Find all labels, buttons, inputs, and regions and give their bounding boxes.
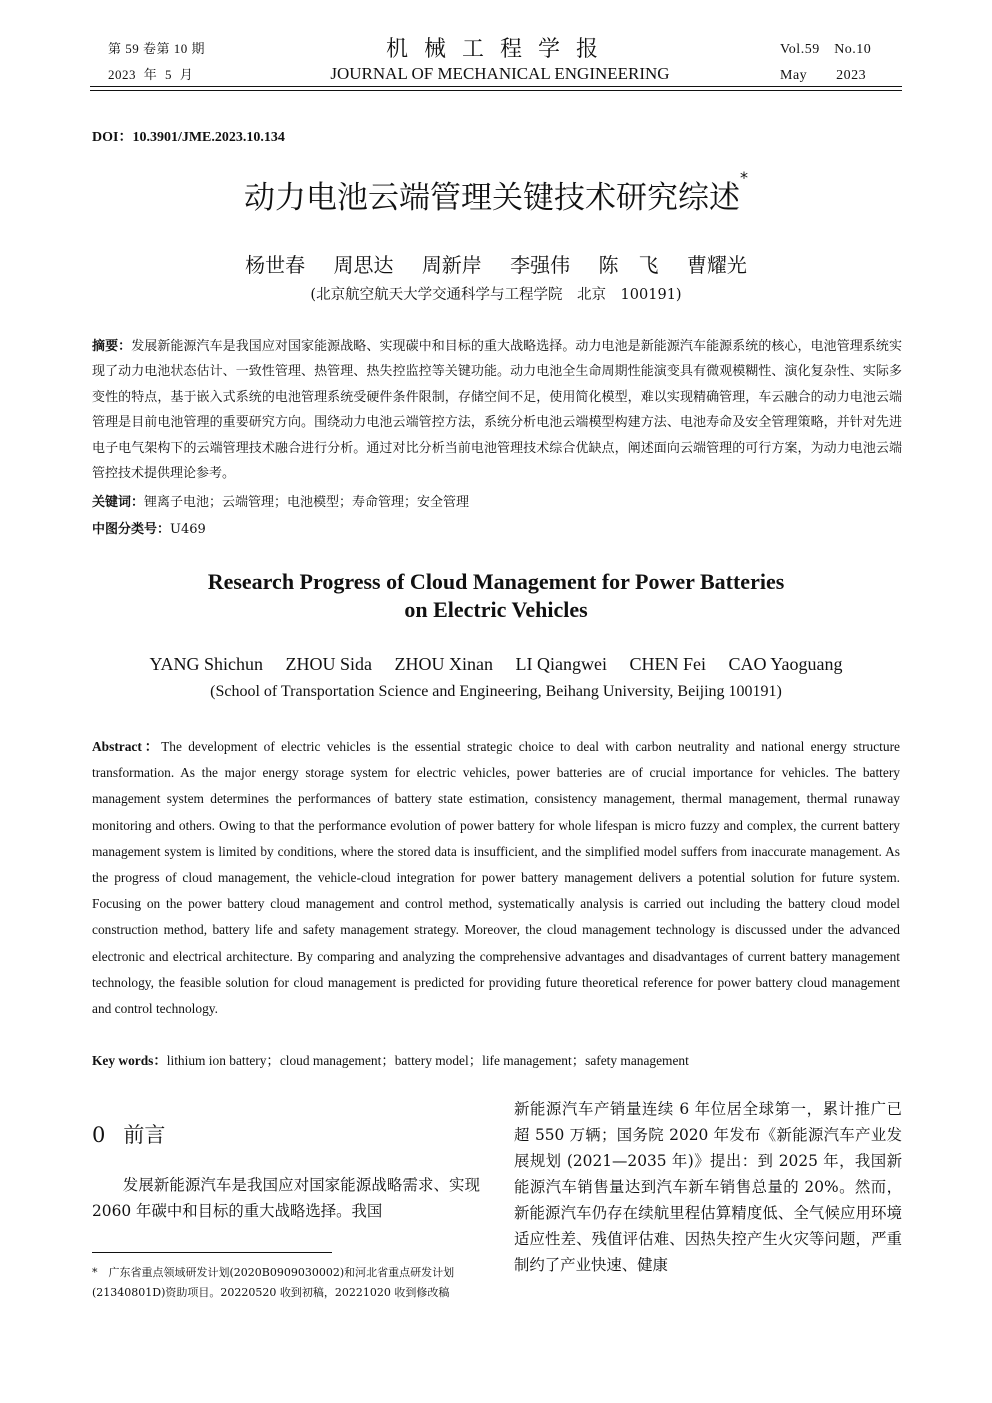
body-text-left: 发展新能源汽车是我国应对国家能源战略需求、实现 2060 年碳中和目标的重大战略选择。我国 <box>92 1176 480 1220</box>
keywords-en-label: Key words： <box>92 1053 167 1068</box>
author-en: ZHOU Sida <box>285 654 373 674</box>
classification-cn <box>92 517 902 542</box>
title-cn-text: 动力电池云端管理关键技术研究综述 <box>244 180 740 216</box>
affiliation-cn: (北京航空航天大学交通科学与工程学院 北京 100191) <box>310 287 682 303</box>
footnote: * 广东省重点领域研发计划(2020B0909030002)和河北省重点研发计划(21340801D)资助项目。20220520 收到初稿，20221020 收到修改稿 <box>92 1266 455 1299</box>
footnote-rule <box>92 1252 332 1253</box>
abstract-en <box>92 734 900 1022</box>
author-cn: 曹耀光 <box>686 253 747 277</box>
author-en: YANG Shichun <box>149 654 264 674</box>
volume-issue-cn: 第 59 卷第 10 期 <box>108 41 206 56</box>
author-en: CAO Yaoguang <box>728 654 843 674</box>
journal-title-cn: 机械工程学报 <box>385 37 614 62</box>
volume-issue-en: Vol.59 No.10 <box>780 42 872 57</box>
body-text-right: 新能源汽车产销量连续 6 年位居全球第一，累计推广已超 550 万辆；国务院 2020 年发布《新能源汽车产业发展规划 (2021—2035 年)》提出：到 2025 年，我国新能源汽车销售量达到汽车新车销售总量的 20%。然而，新能源汽车仍存在续航里程估算精度低、全气候应用环境适应性差、残值评估难、因热失控产生火灾等问题，严重制约了产业快速、健康 <box>514 1100 902 1274</box>
author-cn: 陈 飞 <box>598 253 659 277</box>
abstract-cn-label: 摘要： <box>92 339 132 354</box>
abstract-cn-text: 发展新能源汽车是我国应对国家能源战略、实现碳中和目标的重大战略选择。动力电池是新能源汽车能源系统的核心，电池管理系统实现了动力电池状态估计、一致性管理、热管理、热失控监控等关键功能。动力电池全生命周期性能演变具有微观模糊性、演化复杂性、实际多变性的特点，基于嵌入式系统的电池管理系统受硬件条件限制，存储空间不足，使用简化模型，难以实现精确管理，车云融合的动力电池云端管理是目前电池管理的重要研究方向。围绕动力电池云端管控方法，系统分析电池云端模型构建方法、电池寿命及安全管理策略，并针对先进电子电气架构下的云端管理技术融合进行分析。通过对比分析当前电池管理技术综合优缺点，阐述面向云端管理的可行方案，为动力电池云端管控技术提供理论参考。 <box>92 339 902 482</box>
author-cn: 杨世春 <box>245 253 306 277</box>
keywords-cn <box>92 490 902 515</box>
section-number: 0 <box>92 1123 106 1147</box>
title-en-line2: on Electric Vehicles <box>404 597 588 622</box>
abstract-en-label: Abstract： <box>92 739 162 754</box>
abstract-en-text: The development of electric vehicles is the essential strategic choice to deal with carbon neutrality and national energy structure transformation. As the major energy storage system for electric vehicles, power batteries are of crucial importance for vehicles. The battery management system determines the performances of battery state estimation, consistency management, thermal management, thermal runaway monitoring and others. Owing to that the performance evolution of power battery for whole lifespan is micro fuzzy and complex, the current battery management system is limited by conditions, where the stored data is insufficient, and the simplified model suffers from inaccurate management. As the progress of cloud management, the vehicle-cloud integration for power battery management delivers a potential solution for future system. Focusing on the power battery cloud management and control method, systematically analysis is carried out including the battery cloud model construction method, battery life and safety management strategy. Moreover, the cloud management technology is discussed under the advanced electronic and electrical architecture. By comparing and analyzing the comprehensive advantages and disadvantages of current battery management technology, the feasible solution for cloud management is predicted for providing future theoretical reference for power battery cloud management and control technology. <box>92 739 900 1017</box>
author-cn: 周新岸 <box>421 253 482 277</box>
author-en: CHEN Fei <box>629 654 706 674</box>
classification-cn-text: U469 <box>170 522 206 537</box>
classification-cn-label: 中图分类号： <box>92 522 171 537</box>
keywords-cn-label: 关键词： <box>92 495 145 510</box>
authors-en <box>0 654 992 675</box>
paper-title-cn <box>0 168 992 217</box>
doi: DOI：10.3901/JME.2023.10.134 <box>92 130 285 145</box>
title-en-line1: Research Progress of Cloud Management for Power Batteries <box>207 569 785 594</box>
author-cn: 李强伟 <box>510 253 571 277</box>
section-title: 前言 <box>123 1123 166 1147</box>
author-cn: 周思达 <box>333 253 394 277</box>
abstract-cn <box>92 334 902 486</box>
paper-title-en <box>0 568 992 624</box>
keywords-en <box>92 1050 900 1069</box>
header-rule <box>90 86 902 87</box>
keywords-cn-text: 锂离子电池；云端管理；电池模型；寿命管理；安全管理 <box>144 495 470 510</box>
keywords-en-text: lithium ion battery；cloud management；battery model；life management；safety management <box>166 1053 689 1068</box>
date-en: May 2023 <box>780 68 867 83</box>
affiliation-en: (School of Transportation Science and Engineering, Beihang University, Beijing 100191) <box>210 683 782 700</box>
section-heading <box>92 1119 165 1149</box>
author-en: LI Qiangwei <box>515 654 607 674</box>
header-rule-thin <box>90 90 902 91</box>
authors-cn <box>0 249 992 278</box>
date-cn: 2023 年 5 月 <box>108 67 194 82</box>
journal-title-en: JOURNAL OF MECHANICAL ENGINEERING <box>330 64 670 83</box>
title-footnote-mark: * <box>740 168 748 187</box>
author-en: ZHOU Xinan <box>394 654 493 674</box>
